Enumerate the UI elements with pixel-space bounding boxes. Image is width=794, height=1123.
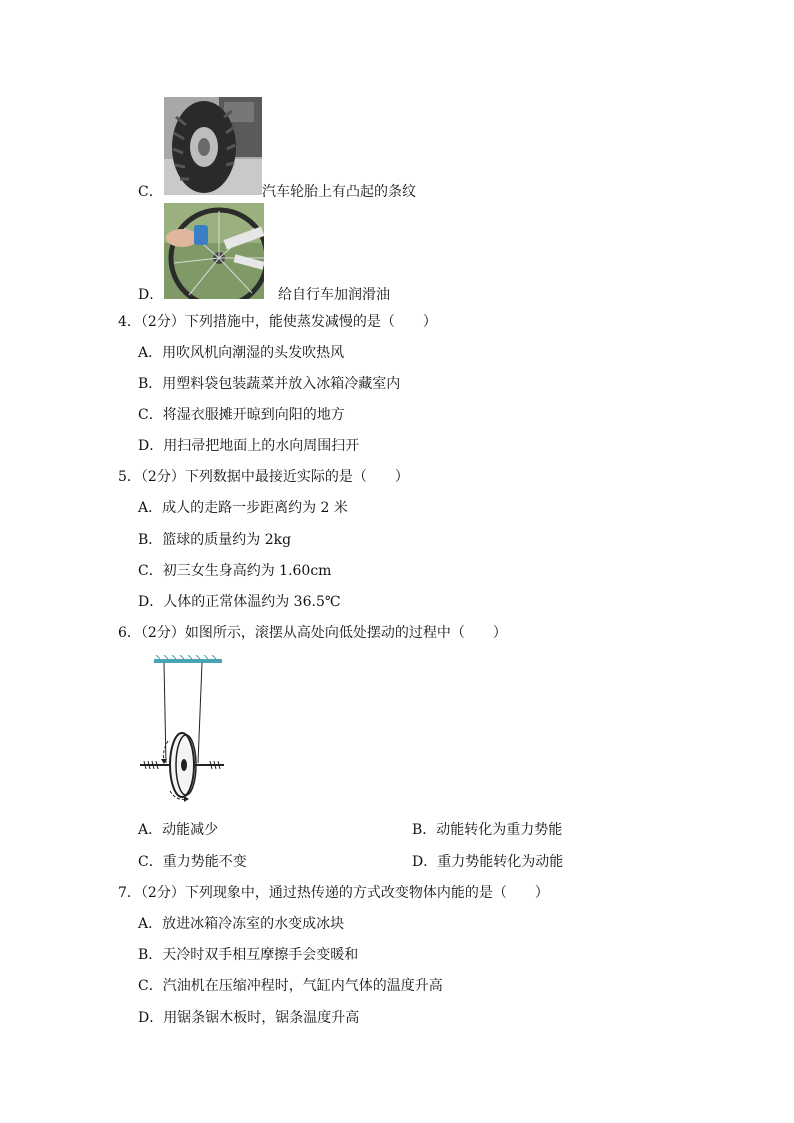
question-5-option-c: C．初三女生身高约为 1.60cm — [138, 563, 332, 579]
bicycle-lubrication-photo — [164, 203, 264, 299]
question-4-option-d: D．用扫帚把地面上的水向周围扫开 — [138, 438, 360, 454]
question-6-option-a: A．动能减少 — [138, 822, 219, 838]
question-5-option-a: A．成人的走路一步距离约为 2 米 — [138, 500, 348, 516]
question-5-stem: 5．（2分）下列数据中最接近实际的是（ ） — [118, 469, 409, 485]
option-c-label: C． — [138, 184, 163, 200]
question-6-option-c: C．重力势能不变 — [138, 854, 247, 870]
option-d-text: 给自行车加润滑油 — [278, 287, 390, 303]
question-7-option-d: D．用锯条锯木板时，锯条温度升高 — [138, 1010, 360, 1026]
question-4-stem: 4．（2分）下列措施中，能使蒸发减慢的是（ ） — [118, 314, 437, 330]
question-7-option-a: A．放进冰箱冷冻室的水变成冰块 — [138, 916, 345, 932]
option-c-text: 汽车轮胎上有凸起的条纹 — [262, 184, 416, 200]
question-7-option-b: B．天冷时双手相互摩擦手会变暖和 — [138, 947, 359, 963]
question-7-option-c: C．汽油机在压缩冲程时，气缸内气体的温度升高 — [138, 978, 443, 994]
option-d-label: D． — [138, 287, 164, 303]
question-6-option-b: B．动能转化为重力势能 — [412, 822, 563, 838]
tractor-tire-photo — [164, 97, 262, 195]
question-5-option-d: D．人体的正常体温约为 36.5℃ — [138, 594, 341, 610]
question-7-stem: 7．（2分）下列现象中，通过热传递的方式改变物体内能的是（ ） — [118, 885, 549, 901]
question-6-option-d: D．重力势能转化为动能 — [412, 854, 564, 870]
question-6-stem: 6．（2分）如图所示，滚摆从高处向低处摆动的过程中（ ） — [118, 625, 507, 641]
question-4-option-b: B．用塑料袋包装蔬菜并放入冰箱冷藏室内 — [138, 376, 401, 392]
question-4-option-c: C．将湿衣服摊开晾到向阳的地方 — [138, 407, 345, 423]
question-5-option-b: B．篮球的质量约为 2kg — [138, 532, 292, 548]
maxwell-pendulum-figure — [140, 655, 230, 805]
question-4-option-a: A．用吹风机向潮湿的头发吹热风 — [138, 345, 345, 361]
